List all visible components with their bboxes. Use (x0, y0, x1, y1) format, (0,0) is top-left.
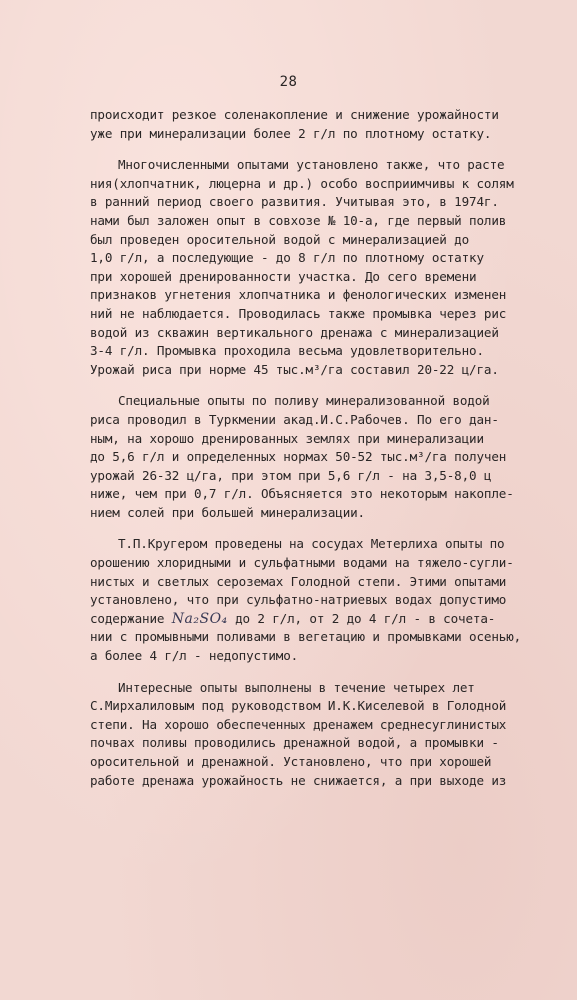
text-line: признаков угнетения хлопчатника и фенологических изменен (90, 287, 507, 303)
text-line: степи. На хорошо обеспеченных дренажем среднесуглинистых (90, 716, 507, 732)
body-text (90, 106, 550, 790)
text-line-with-formula (90, 610, 550, 629)
text-line: установлено, что при сульфатно-натриевых водах допустимо (90, 592, 507, 608)
text-line: ниже, чем при 0,7 г/л. Объясняется это некоторым накопле- (90, 486, 514, 502)
page-number: 28 (279, 74, 298, 90)
paragraph-3 (90, 392, 550, 522)
text-line: Урожай риса при норме 45 тыс.м³/га составил 20-22 ц/га. (90, 361, 499, 377)
inline-text-suffix: до 2 г/л, от 2 до 4 г/л - в сочета- (227, 610, 496, 626)
text-line: Интересные опыты выполнены в течение четырех лет (118, 679, 475, 695)
text-line: а более 4 г/л - недопустимо. (90, 648, 299, 664)
text-line: работе дренажа урожайность не снижается, а при выходе из (90, 772, 507, 788)
paragraph-4 (90, 535, 550, 665)
text-line: до 5,6 г/л и определенных нормах 50-52 тыс.м³/га получен (90, 449, 507, 465)
text-line: нами был заложен опыт в совхозе № 10-а, где первый полив (90, 212, 507, 228)
text-line: был проведен оросительной водой с минерализацией до (90, 231, 470, 247)
text-line: почвах поливы проводились дренажной водой, а промывки - (90, 735, 499, 751)
text-line: ным, на хорошо дренированных землях при минерализации (90, 430, 484, 446)
text-line: урожай 26-32 ц/га, при этом при 5,6 г/л - на 3,5-8,0 ц (90, 467, 492, 483)
text-line: Специальные опыты по поливу минерализованной водой (118, 393, 490, 409)
inline-text-prefix: содержание (90, 610, 172, 626)
text-line: Многочисленными опытами установлено также, что расте (118, 157, 505, 173)
text-line: нии с промывными поливами в вегетацию и промывками осенью, (90, 629, 522, 645)
handwritten-formula: Na₂SO₄ (171, 610, 228, 627)
text-line: в ранний период своего развития. Учитывая это, в 1974г. (90, 194, 499, 210)
text-line: при хорошей дренированности участка. До сего времени (90, 268, 477, 284)
text-line: оросительной и дренажной. Установлено, что при хорошей (90, 754, 492, 769)
text-line: уже при минерализации более 2 г/л по плотному остатку. (90, 125, 492, 141)
text-line: С.Мирхалиловым под руководством И.К.Киселевой в Голодной (90, 698, 507, 714)
text-line: происходит резкое соленакопление и снижение урожайности (90, 107, 499, 122)
paragraph-2 (90, 156, 550, 379)
text-line: орошению хлоридными и сульфатными водами на тяжело-сугли- (90, 555, 514, 571)
text-line: водой из скважин вертикального дренажа с минерализацией (90, 324, 499, 340)
text-line: нием солей при большей минерализации. (90, 504, 365, 520)
text-line: нистых и светлых сероземах Голодной степи. Этими опытами (90, 573, 507, 589)
text-line: 1,0 г/л, а последующие - до 8 г/л по плотному остатку (90, 250, 484, 266)
paragraph-1 (90, 106, 550, 143)
text-line: Т.П.Кругером проведены на сосудах Метерлиха опыты по (118, 536, 505, 552)
paragraph-5 (90, 679, 550, 791)
text-line: 3-4 г/л. Промывка проходила весьма удовлетворительно. (90, 343, 484, 359)
text-line: риса проводил в Туркмении акад.И.С.Рабочев. По его дан- (90, 411, 499, 427)
text-line: ний не наблюдается. Проводилась также промывка через рис (90, 305, 507, 321)
text-line: ния(хлопчатник, люцерна и др.) особо восприимчивы к солям (90, 175, 514, 191)
